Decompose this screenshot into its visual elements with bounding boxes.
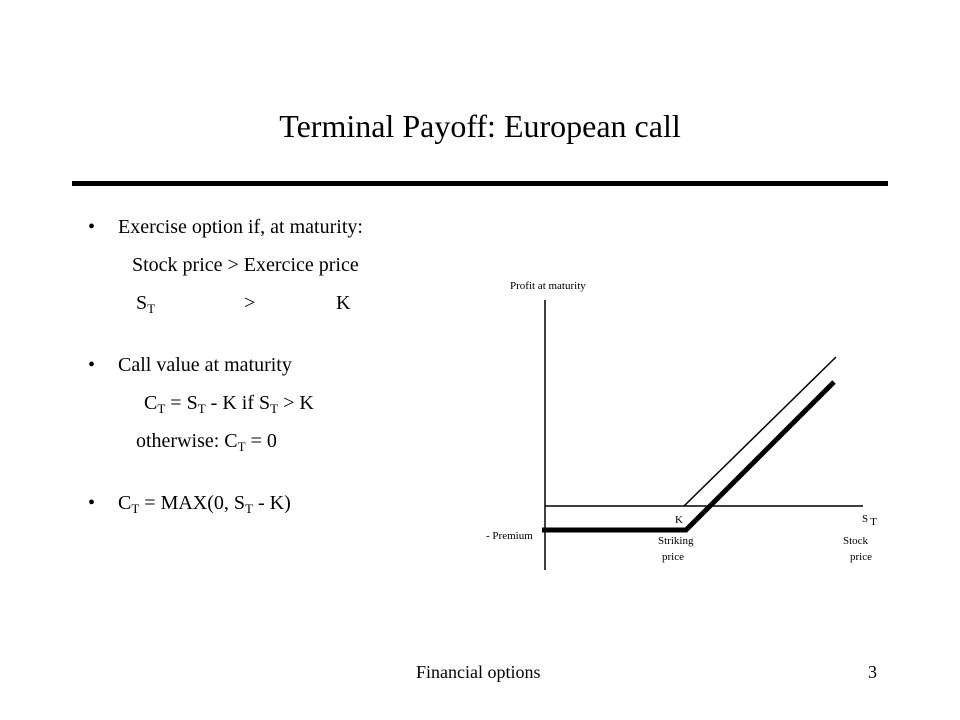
st-symbol: S: [136, 292, 148, 314]
formula-max: = MAX(0, S: [139, 492, 246, 514]
formula-subscript: T: [197, 401, 206, 416]
call-value-formula: [144, 392, 314, 415]
bullet-marker: •: [88, 354, 96, 376]
otherwise-formula: [136, 430, 277, 453]
otherwise-end: = 0: [245, 430, 277, 452]
bullet-marker: •: [88, 216, 96, 238]
premium-label: - Premium: [486, 530, 533, 542]
striking-price-label-1: Striking: [658, 535, 694, 547]
st-axis-s: S: [862, 513, 869, 525]
bullet-max-formula: [118, 492, 291, 515]
otherwise-text: otherwise: C: [136, 430, 238, 452]
bullet-marker: •: [88, 492, 96, 514]
greater-than-symbol: >: [244, 292, 256, 314]
formula-if: - K if S: [205, 392, 271, 414]
stock-price-label-2: price: [850, 551, 872, 563]
formula-subscript: T: [270, 401, 279, 416]
payoff-line: [684, 357, 836, 506]
profit-line: [542, 382, 834, 530]
y-axis-label: Profit at maturity: [510, 280, 586, 292]
bullet-call-value: Call value at maturity: [118, 354, 292, 376]
st-subscript: T: [147, 301, 156, 316]
exercise-price-condition: Stock price > Exercice price: [132, 254, 359, 276]
bullet-exercise-condition: Exercise option if, at maturity:: [118, 216, 363, 238]
formula-equals-s: = S: [165, 392, 198, 414]
formula-c: C: [118, 492, 132, 514]
slide-title: Terminal Payoff: European call: [279, 108, 681, 144]
st-axis-label: [862, 513, 877, 528]
formula-subscript: T: [131, 501, 140, 516]
st-axis-t: T: [870, 516, 877, 528]
page-number: 3: [868, 662, 877, 682]
formula-subscript: T: [157, 401, 166, 416]
payoff-diagram: [470, 272, 900, 582]
striking-price-label-2: price: [662, 551, 684, 563]
formula-subscript: T: [237, 439, 246, 454]
footer-title: Financial options: [416, 662, 541, 682]
exercise-symbolic-condition: [136, 292, 155, 315]
k-symbol: K: [336, 292, 351, 314]
formula-c: C: [144, 392, 158, 414]
formula-subscript: T: [245, 501, 253, 516]
title-divider: [72, 181, 888, 186]
formula-end: > K: [278, 392, 314, 414]
stock-price-label-1: Stock: [843, 535, 869, 547]
k-axis-label: K: [675, 514, 683, 526]
formula-end: - K): [252, 492, 291, 514]
